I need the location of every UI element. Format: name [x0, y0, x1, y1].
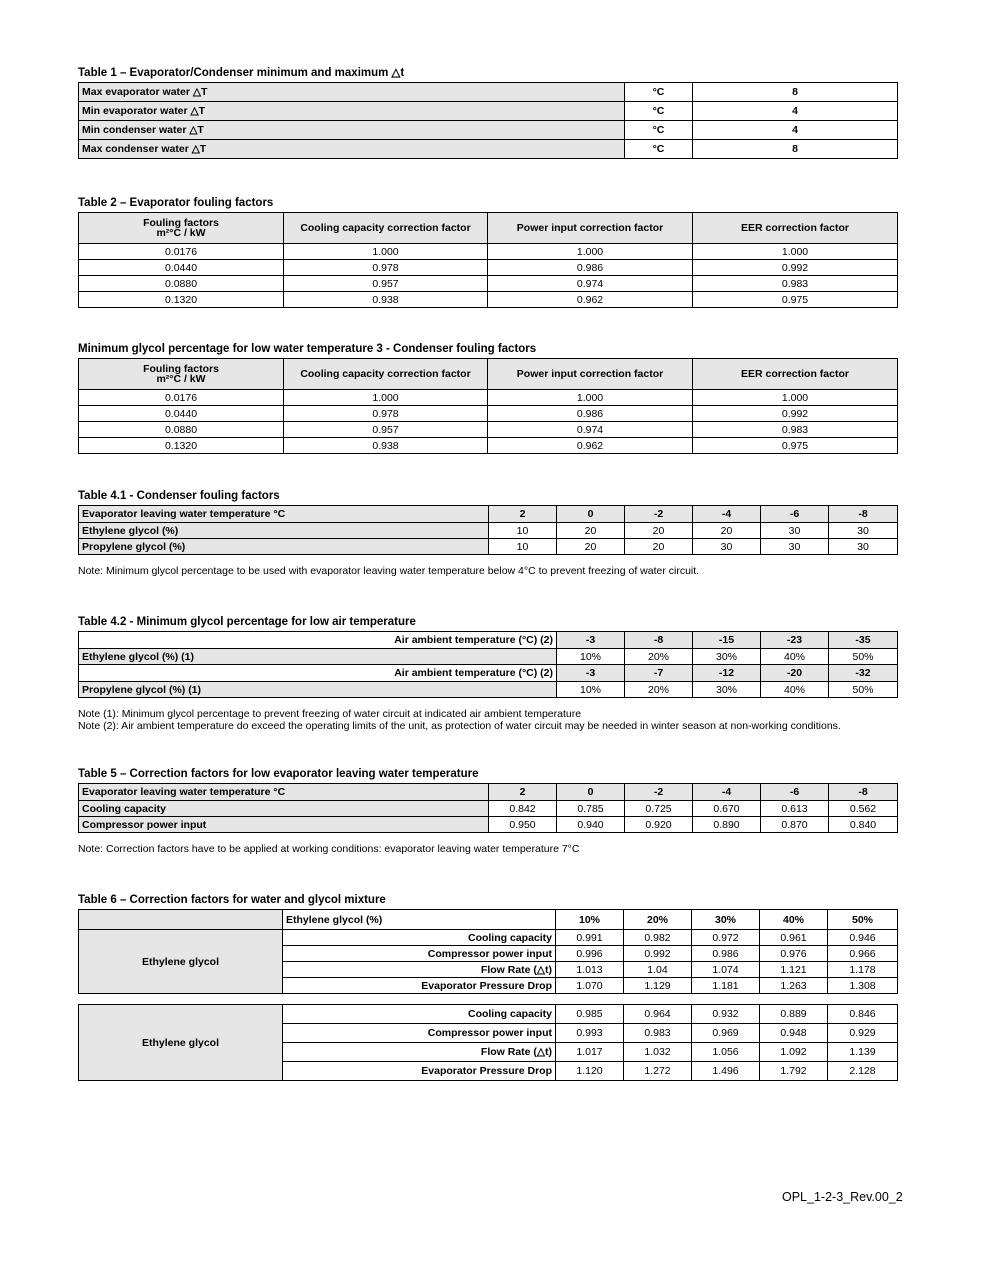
value-cell: 0.983 [624, 1024, 692, 1043]
air-temperature-row [79, 632, 898, 649]
value-cell: 0.976 [760, 946, 828, 962]
table6-part1 [78, 909, 898, 994]
row-label: Flow Rate (△t) [283, 1043, 556, 1062]
table5-note: Note: Correction factors have to be applied at working conditions: evaporator leaving water temperature 7°C [78, 843, 580, 855]
value-cell: 0.940 [557, 817, 625, 833]
unit-cell: °C [625, 140, 693, 159]
glycol-value: 10% [557, 649, 625, 665]
table-row [79, 438, 898, 454]
unit-cell: °C [625, 102, 693, 121]
table2-title: Table 2 – Evaporator fouling factors [78, 197, 274, 209]
group-label: Ethylene glycol [79, 1005, 283, 1081]
table-row [79, 276, 898, 292]
parameter-label: Max evaporator water △T [79, 83, 625, 102]
correction-value: 0.974 [488, 422, 693, 438]
value-cell: 1.074 [692, 962, 760, 978]
value-cell: 1.496 [692, 1062, 760, 1081]
fouling-unit: m²°C / kW [156, 227, 206, 239]
temperature-header: -6 [761, 784, 829, 801]
value-cell: 1.129 [624, 978, 692, 994]
row-label: Evaporator Pressure Drop [283, 978, 556, 994]
table41 [78, 505, 898, 555]
temperature-header: -4 [693, 784, 761, 801]
value-cell: 0.950 [489, 817, 557, 833]
table-row [79, 140, 898, 159]
value-cell: 1.056 [692, 1043, 760, 1062]
value-cell: 1.181 [692, 978, 760, 994]
value-cell: 1.070 [556, 978, 624, 994]
value-cell: 1.272 [624, 1062, 692, 1081]
value-cell: 0.969 [692, 1024, 760, 1043]
parameter-label: Max condenser water △T [79, 140, 625, 159]
correction-value: 0.983 [693, 276, 898, 292]
value-cell: 0.986 [692, 946, 760, 962]
glycol-value: 10% [557, 682, 625, 698]
fouling-label: Fouling factors [143, 217, 219, 229]
value-cell: 0.929 [828, 1024, 898, 1043]
value-cell: 1.263 [760, 978, 828, 994]
air-temperature-value: -23 [761, 632, 829, 649]
value-cell: 0.985 [556, 1005, 624, 1024]
parameter-label: Min condenser water △T [79, 121, 625, 140]
value-cell: 0.972 [692, 930, 760, 946]
temperature-header: 2 [489, 784, 557, 801]
temperature-header: -2 [625, 784, 693, 801]
value-cell: 20 [557, 523, 625, 539]
air-temperature-value: -15 [693, 632, 761, 649]
value-cell: 1.017 [556, 1043, 624, 1062]
correction-value: 0.962 [488, 292, 693, 308]
table-row [79, 102, 898, 121]
value-cell: 0.725 [625, 801, 693, 817]
percent-header: 40% [760, 910, 828, 930]
correction-value: 0.975 [693, 438, 898, 454]
correction-value: 0.957 [284, 276, 488, 292]
fouling-value: 0.0880 [79, 276, 284, 292]
row-label: Cooling capacity [283, 930, 556, 946]
value-cell: 1.013 [556, 962, 624, 978]
value-cell: 0.932 [692, 1005, 760, 1024]
value-cell: 0.961 [760, 930, 828, 946]
fouling-value: 0.0440 [79, 406, 284, 422]
value-cell: 8 [693, 83, 898, 102]
value-cell: 0.785 [557, 801, 625, 817]
value-cell: 0.982 [624, 930, 692, 946]
correction-value: 0.938 [284, 438, 488, 454]
table-row [79, 83, 898, 102]
value-cell: 0.670 [693, 801, 761, 817]
table3-header-fouling [79, 359, 284, 390]
table3-section [78, 342, 897, 454]
temperature-header: 0 [557, 506, 625, 523]
header-label: Evaporator leaving water temperature °C [79, 506, 489, 523]
value-cell: 0.992 [624, 946, 692, 962]
value-cell: 0.964 [624, 1005, 692, 1024]
row-label: Ethylene glycol (%) [79, 523, 489, 539]
air-temperature-label: Air ambient temperature (°C) (2) [79, 632, 557, 649]
row-label: Compressor power input [79, 817, 489, 833]
value-cell: 10 [489, 539, 557, 555]
fouling-value: 0.0176 [79, 390, 284, 406]
row-label: Flow Rate (△t) [283, 962, 556, 978]
value-cell: 0.966 [828, 946, 898, 962]
value-cell: 30 [761, 523, 829, 539]
air-temperature-value: -35 [829, 632, 898, 649]
table3-header-cooling: Cooling capacity correction factor [284, 359, 488, 390]
table2-header-cooling: Cooling capacity correction factor [284, 213, 488, 244]
air-temperature-value: -7 [625, 665, 693, 682]
temperature-header: -6 [761, 506, 829, 523]
glycol-label: Propylene glycol (%) (1) [79, 682, 557, 698]
value-cell: 20 [625, 523, 693, 539]
value-cell: 0.996 [556, 946, 624, 962]
fouling-value: 0.0176 [79, 244, 284, 260]
table41-note: Note: Minimum glycol percentage to be used with evaporator leaving water temperature below 4°C to prevent freezing of water circuit. [78, 565, 700, 577]
fouling-value: 0.0440 [79, 260, 284, 276]
value-cell: 4 [693, 121, 898, 140]
correction-value: 0.992 [693, 406, 898, 422]
correction-value: 0.974 [488, 276, 693, 292]
temperature-header: 0 [557, 784, 625, 801]
table2-header-fouling [79, 213, 284, 244]
correction-value: 0.992 [693, 260, 898, 276]
temperature-header: -8 [829, 784, 898, 801]
correction-value: 1.000 [284, 244, 488, 260]
table3-header-eer: EER correction factor [693, 359, 898, 390]
parameter-label: Min evaporator water △T [79, 102, 625, 121]
value-cell: 30 [829, 539, 898, 555]
table42 [78, 631, 898, 698]
table5 [78, 783, 898, 833]
table3-title: Minimum glycol percentage for low water temperature 3 - Condenser fouling factors [78, 343, 537, 355]
percent-header: 10% [556, 910, 624, 930]
temperature-header: -4 [693, 506, 761, 523]
value-cell: 1.032 [624, 1043, 692, 1062]
glycol-value: 30% [693, 682, 761, 698]
table-row [79, 121, 898, 140]
table1 [78, 82, 898, 159]
correction-value: 0.975 [693, 292, 898, 308]
correction-value: 1.000 [693, 244, 898, 260]
table41-section [78, 489, 897, 577]
correction-value: 0.983 [693, 422, 898, 438]
value-cell: 30 [829, 523, 898, 539]
table2-header-eer: EER correction factor [693, 213, 898, 244]
table-header-row [79, 506, 898, 523]
air-temperature-value: -3 [557, 632, 625, 649]
value-cell: 0.946 [828, 930, 898, 946]
table2-header-power: Power input correction factor [488, 213, 693, 244]
fouling-value: 0.1320 [79, 292, 284, 308]
value-cell: 0.870 [761, 817, 829, 833]
value-cell: 0.991 [556, 930, 624, 946]
glycol-value: 40% [761, 649, 829, 665]
group-label: Ethylene glycol [79, 930, 283, 994]
air-temperature-value: -12 [693, 665, 761, 682]
table-row [79, 244, 898, 260]
value-cell: 10 [489, 523, 557, 539]
table-row [79, 292, 898, 308]
table-header-row [79, 784, 898, 801]
correction-value: 1.000 [693, 390, 898, 406]
table-row [79, 260, 898, 276]
table42-title: Table 4.2 - Minimum glycol percentage for low air temperature [78, 616, 416, 628]
value-cell: 30 [761, 539, 829, 555]
correction-value: 0.978 [284, 260, 488, 276]
glycol-row [79, 682, 898, 698]
value-cell: 20 [625, 539, 693, 555]
value-cell: 1.092 [760, 1043, 828, 1062]
value-cell: 20 [693, 523, 761, 539]
value-cell: 0.920 [625, 817, 693, 833]
value-cell: 1.04 [624, 962, 692, 978]
value-cell: 0.993 [556, 1024, 624, 1043]
correction-value: 0.986 [488, 260, 693, 276]
value-cell: 0.562 [829, 801, 898, 817]
table-row [79, 539, 898, 555]
table42-note2: Note (2): Air ambient temperature do exceed the operating limits of the unit, as protection of water circuit may be needed in winter season at non-working conditions. [78, 720, 841, 732]
value-cell: 0.842 [489, 801, 557, 817]
correction-value: 1.000 [488, 244, 693, 260]
glycol-value: 20% [625, 649, 693, 665]
temperature-header: -2 [625, 506, 693, 523]
percent-header: 50% [828, 910, 898, 930]
table-row [79, 422, 898, 438]
value-cell: 1.139 [828, 1043, 898, 1062]
value-cell: 1.178 [828, 962, 898, 978]
header-label: Evaporator leaving water temperature °C [79, 784, 489, 801]
correction-value: 1.000 [284, 390, 488, 406]
fouling-unit: m²°C / kW [156, 373, 206, 385]
correction-value: 0.962 [488, 438, 693, 454]
percent-header: 30% [692, 910, 760, 930]
value-cell: 0.613 [761, 801, 829, 817]
value-cell: 30 [693, 539, 761, 555]
value-cell: 0.846 [828, 1005, 898, 1024]
table41-title: Table 4.1 - Condenser fouling factors [78, 490, 280, 502]
value-cell: 0.889 [760, 1005, 828, 1024]
fouling-value: 0.0880 [79, 422, 284, 438]
table42-section [78, 615, 897, 732]
table5-title: Table 5 – Correction factors for low evaporator leaving water temperature [78, 768, 479, 780]
correction-value: 1.000 [488, 390, 693, 406]
header-label: Ethylene glycol (%) [283, 910, 556, 930]
glycol-row [79, 649, 898, 665]
fouling-label: Fouling factors [143, 363, 219, 375]
temperature-header: -8 [829, 506, 898, 523]
value-cell: 0.948 [760, 1024, 828, 1043]
table-row [79, 406, 898, 422]
table-row [79, 801, 898, 817]
document-footer-code: OPL_1-2-3_Rev.00_2 [782, 1190, 903, 1204]
value-cell: 8 [693, 140, 898, 159]
glycol-value: 20% [625, 682, 693, 698]
value-cell: 1.121 [760, 962, 828, 978]
table-row [79, 523, 898, 539]
air-temperature-value: -8 [625, 632, 693, 649]
row-label: Compressor power input [283, 946, 556, 962]
air-temperature-row [79, 665, 898, 682]
table42-note1: Note (1): Minimum glycol percentage to prevent freezing of water circuit at indicated air ambient temperature [78, 708, 582, 720]
row-label: Cooling capacity [283, 1005, 556, 1024]
table-header-row [79, 910, 898, 930]
value-cell: 4 [693, 102, 898, 121]
glycol-value: 50% [829, 649, 898, 665]
air-temperature-value: -20 [761, 665, 829, 682]
glycol-label: Ethylene glycol (%) (1) [79, 649, 557, 665]
table1-title: Table 1 – Evaporator/Condenser minimum and maximum △t [78, 67, 405, 79]
correction-value: 0.986 [488, 406, 693, 422]
air-temperature-value: -32 [829, 665, 898, 682]
table3 [78, 358, 898, 454]
value-cell: 2.128 [828, 1062, 898, 1081]
row-label: Compressor power input [283, 1024, 556, 1043]
correction-value: 0.957 [284, 422, 488, 438]
percent-header: 20% [624, 910, 692, 930]
value-cell: 0.890 [693, 817, 761, 833]
table-row [79, 930, 898, 946]
fouling-value: 0.1320 [79, 438, 284, 454]
air-temperature-label: Air ambient temperature (°C) (2) [79, 665, 557, 682]
glycol-value: 50% [829, 682, 898, 698]
unit-cell: °C [625, 121, 693, 140]
row-label: Cooling capacity [79, 801, 489, 817]
glycol-value: 40% [761, 682, 829, 698]
table1-section [78, 66, 897, 159]
table5-section [78, 767, 897, 855]
row-label: Propylene glycol (%) [79, 539, 489, 555]
value-cell: 1.120 [556, 1062, 624, 1081]
blank-corner-cell [79, 910, 283, 930]
temperature-header: 2 [489, 506, 557, 523]
table6-title: Table 6 – Correction factors for water and glycol mixture [78, 894, 386, 906]
glycol-value: 30% [693, 649, 761, 665]
table3-header-power: Power input correction factor [488, 359, 693, 390]
value-cell: 20 [557, 539, 625, 555]
unit-cell: °C [625, 83, 693, 102]
table6-section [78, 893, 897, 1081]
table-row [79, 390, 898, 406]
value-cell: 0.840 [829, 817, 898, 833]
correction-value: 0.978 [284, 406, 488, 422]
table6-part2 [78, 1004, 898, 1081]
table2 [78, 212, 898, 308]
table2-section [78, 196, 897, 308]
value-cell: 1.308 [828, 978, 898, 994]
correction-value: 0.938 [284, 292, 488, 308]
air-temperature-value: -3 [557, 665, 625, 682]
table-row [79, 1005, 898, 1024]
table-row [79, 817, 898, 833]
value-cell: 1.792 [760, 1062, 828, 1081]
row-label: Evaporator Pressure Drop [283, 1062, 556, 1081]
